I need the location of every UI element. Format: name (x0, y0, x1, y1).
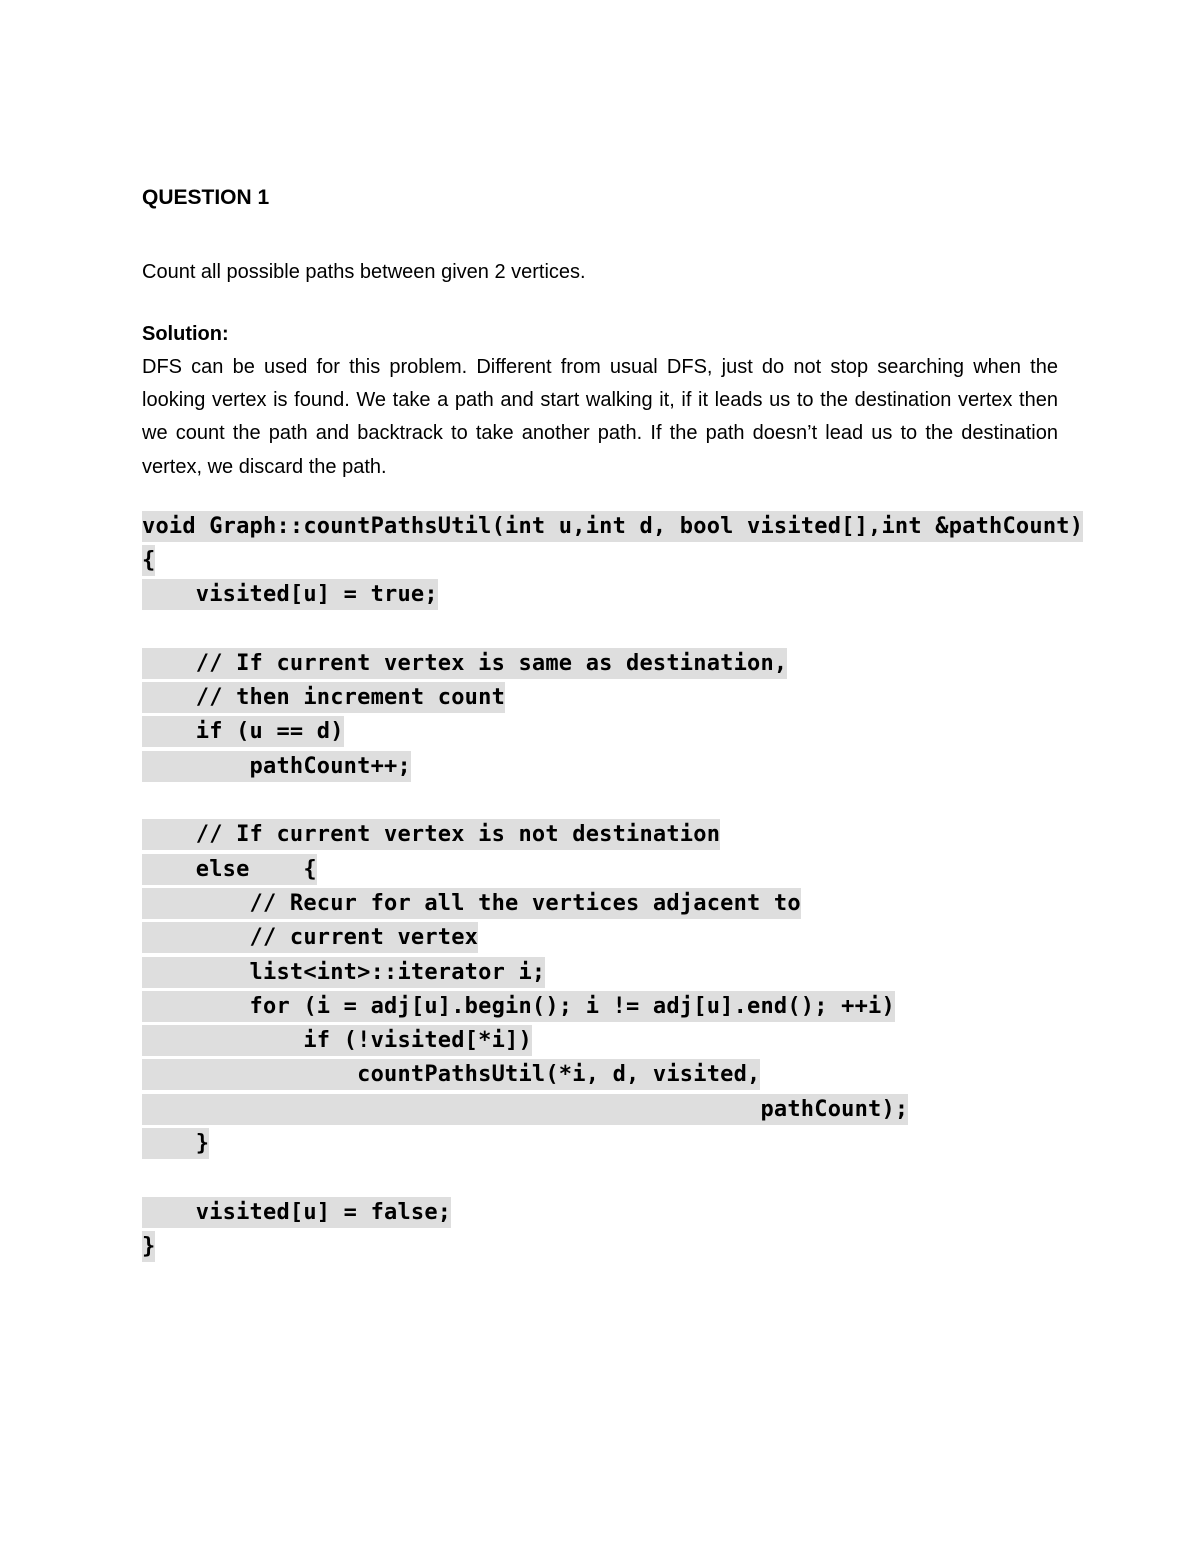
code-line-text: // If current vertex is not destination (142, 819, 720, 850)
code-line (142, 1023, 1083, 1057)
code-line-text: if (u == d) (142, 716, 344, 747)
code-line (142, 1126, 1083, 1160)
code-line-text: for (i = adj[u].begin(); i != adj[u].end(); ++i) (142, 991, 895, 1022)
code-line (142, 921, 1083, 955)
code-line-text: } (142, 1231, 155, 1262)
code-line-text: list<int>::iterator i; (142, 957, 545, 988)
code-line (142, 1058, 1083, 1092)
code-line (142, 818, 1083, 852)
code-line-text: visited[u] = true; (142, 579, 438, 610)
code-line (142, 680, 1083, 714)
code-line (142, 783, 1083, 817)
code-line (142, 543, 1083, 577)
code-line (142, 612, 1083, 646)
code-line (142, 1092, 1083, 1126)
code-line (142, 749, 1083, 783)
code-line (142, 578, 1083, 612)
question-heading: QUESTION 1 (142, 186, 270, 209)
solution-label: Solution: (142, 323, 229, 345)
code-block (142, 509, 1083, 1264)
code-line-text: else { (142, 854, 317, 885)
code-line (142, 886, 1083, 920)
code-line-text: // current vertex (142, 922, 478, 953)
code-line-text: countPathsUtil(*i, d, visited, (142, 1059, 760, 1090)
code-line-text: } (142, 1128, 209, 1159)
code-line-text: // If current vertex is same as destination, (142, 648, 787, 679)
code-line-text: { (142, 545, 155, 576)
solution-paragraph: DFS can be used for this problem. Different from usual DFS, just do not stop searching when the looking vertex is found. We take a path and start walking it, if it leads us to the destination vertex then we count the path and backtrack to take another path. If the path doesn’t lead us to the destination vertex, we discard the path. (142, 356, 1058, 478)
code-line-text: // then increment count (142, 682, 505, 713)
code-line-text: if (!visited[*i]) (142, 1025, 532, 1056)
code-line (142, 989, 1083, 1023)
code-line-text: pathCount++; (142, 751, 411, 782)
code-line (142, 715, 1083, 749)
question-text: Count all possible paths between given 2 vertices. (142, 261, 586, 283)
code-line-text: void Graph::countPathsUtil(int u,int d, bool visited[],int &pathCount) (142, 511, 1083, 542)
code-line (142, 509, 1083, 543)
code-line (142, 1229, 1083, 1263)
code-line-text: visited[u] = false; (142, 1197, 451, 1228)
code-line (142, 1195, 1083, 1229)
code-line-text: // Recur for all the vertices adjacent to (142, 888, 801, 919)
code-line (142, 1161, 1083, 1195)
code-line (142, 852, 1083, 886)
code-line (142, 646, 1083, 680)
code-line-text: pathCount); (142, 1094, 908, 1125)
code-line (142, 955, 1083, 989)
